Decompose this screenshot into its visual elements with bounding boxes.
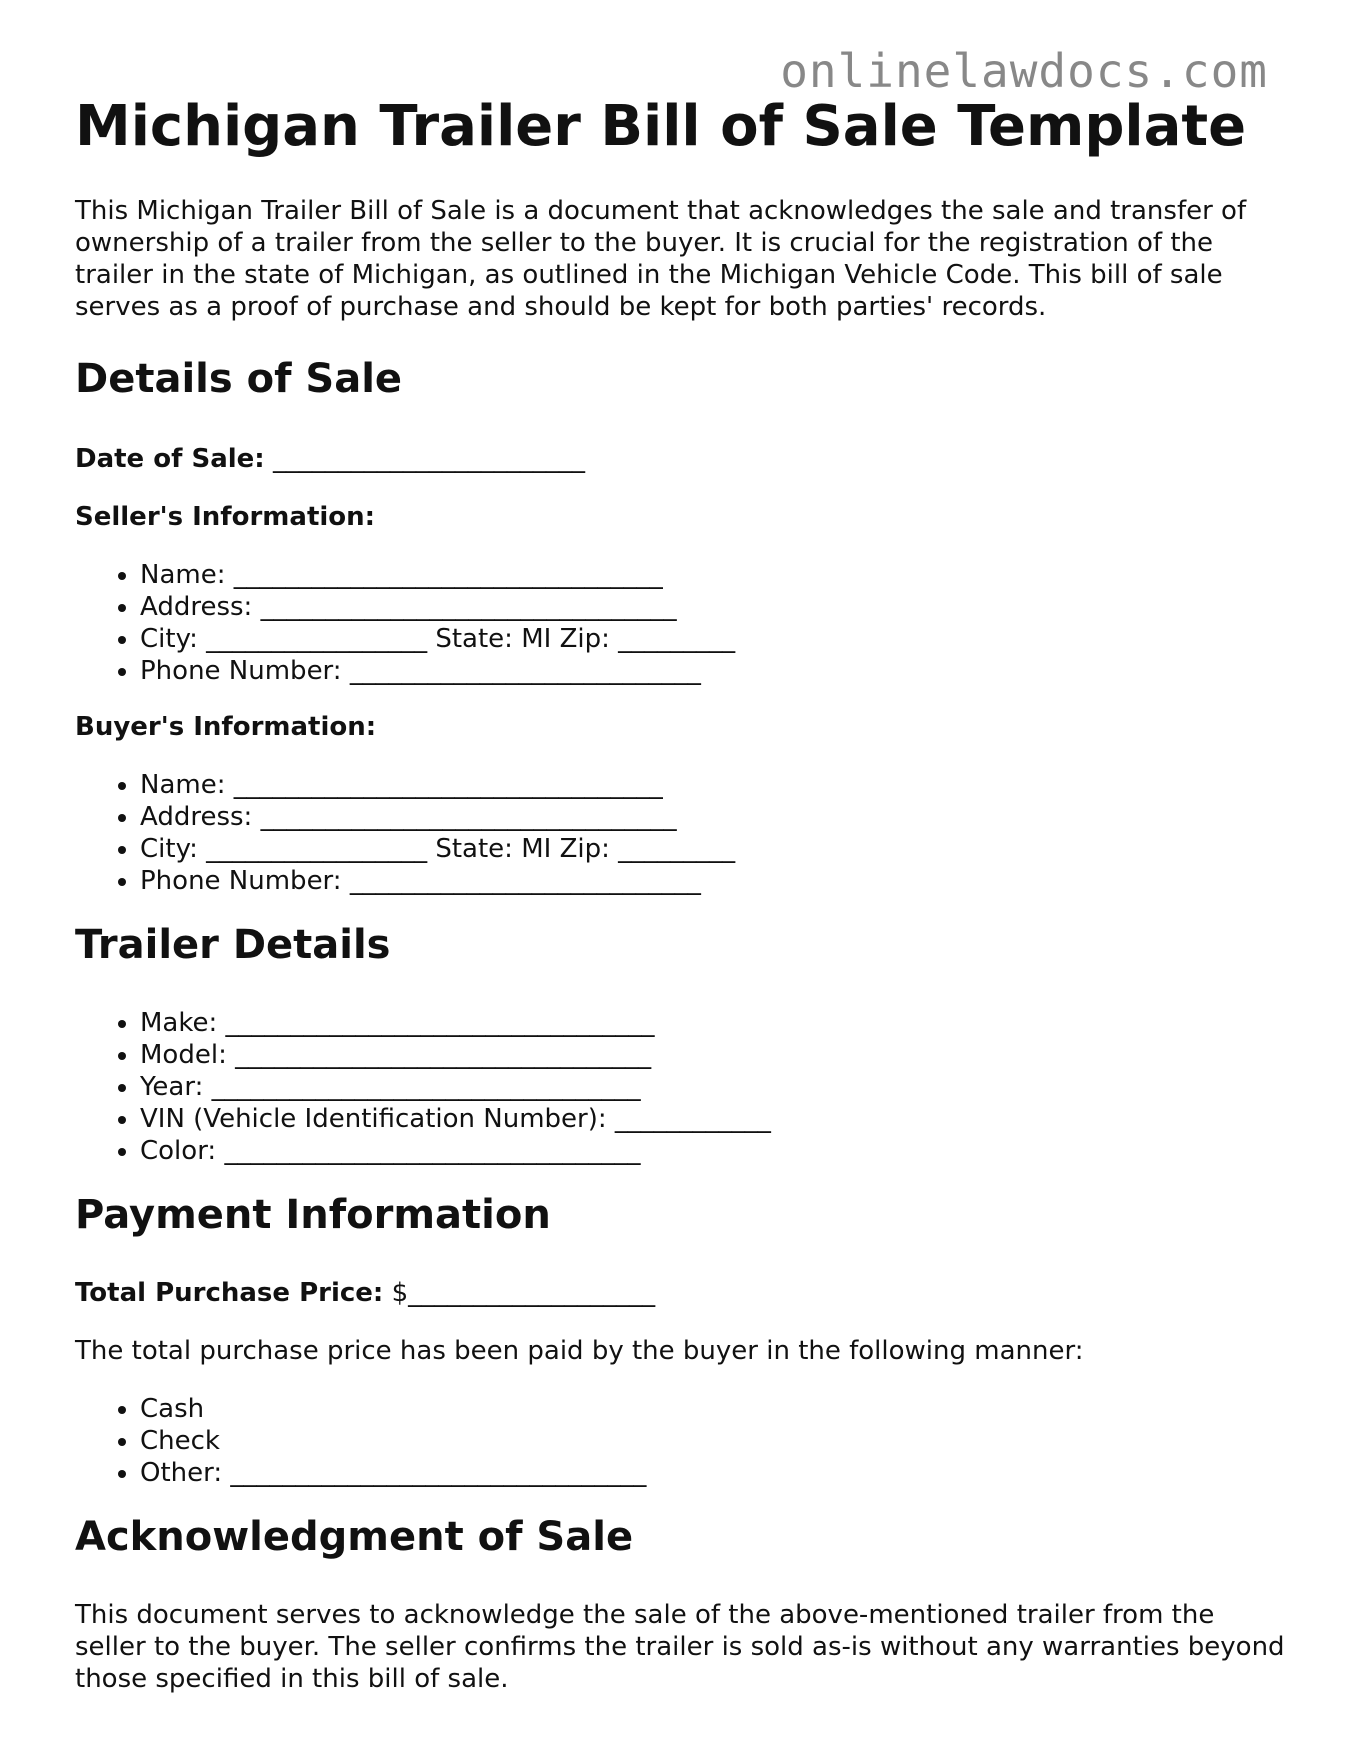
payment-method-other: • Other: ________________________________ xyxy=(140,1457,1285,1489)
total-price-label: Total Purchase Price: xyxy=(75,1278,384,1309)
trailer-vin-field: • VIN (Vehicle Identification Number): ____________ xyxy=(140,1103,1285,1135)
acknowledgment-heading: Acknowledgment of Sale xyxy=(75,1514,634,1561)
trailer-make-field: • Make: _________________________________ xyxy=(140,1007,1285,1039)
total-price-field xyxy=(75,1277,1285,1309)
date-of-sale-field xyxy=(75,443,1285,475)
payment-method-check: • Check xyxy=(140,1425,1285,1457)
trailer-year-field: • Year: _________________________________ xyxy=(140,1071,1285,1103)
total-price-blank: $___________________ xyxy=(383,1278,656,1309)
buyer-city-state-zip-field: • City: _________________ State: MI Zip: _________ xyxy=(140,833,1285,865)
acknowledgment-text: This document serves to acknowledge the sale of the above-mentioned trailer from the seller to the buyer. The seller confirms the trailer is sold as-is without any warranties beyond those specified in this bill of sale. xyxy=(75,1600,1285,1695)
seller-info-heading: Seller's Information: xyxy=(75,502,376,533)
buyer-fields-list xyxy=(75,769,1285,897)
trailer-details-heading: Trailer Details xyxy=(75,922,391,969)
seller-phone-field: • Phone Number: ___________________________ xyxy=(140,655,1285,687)
trailer-color-field: • Color: ________________________________ xyxy=(140,1135,1285,1167)
seller-name-field: • Name: _________________________________ xyxy=(140,559,1285,591)
seller-city-state-zip-field: • City: _________________ State: MI Zip: _________ xyxy=(140,623,1285,655)
payment-method-cash: • Cash xyxy=(140,1393,1285,1425)
payment-methods-list xyxy=(75,1393,1285,1489)
seller-address-field: • Address: ________________________________ xyxy=(140,591,1285,623)
details-of-sale-heading: Details of Sale xyxy=(75,356,403,403)
intro-paragraph: This Michigan Trailer Bill of Sale is a document that acknowledges the sale and transfer of ownership of a trailer from the seller to the buyer. It is crucial for the registration of the trailer in the state of Michigan, as outlined in the Michigan Vehicle Code. This bill of sale serves as a proof of purchase and should be kept for both parties' records. xyxy=(75,196,1247,323)
page-title: Michigan Trailer Bill of Sale Template xyxy=(75,94,1247,159)
seller-fields-list xyxy=(75,559,1285,687)
buyer-info-heading: Buyer's Information: xyxy=(75,712,377,743)
buyer-phone-field: • Phone Number: ___________________________ xyxy=(140,865,1285,897)
payment-statement: The total purchase price has been paid by the buyer in the following manner: xyxy=(75,1336,1084,1367)
buyer-name-field: • Name: _________________________________ xyxy=(140,769,1285,801)
document-page xyxy=(75,95,1285,1695)
date-of-sale-label: Date of Sale: xyxy=(75,444,265,475)
trailer-fields-list xyxy=(75,1007,1285,1167)
watermark: onlinelawdocs.com xyxy=(780,44,1268,98)
trailer-model-field: • Model: ________________________________ xyxy=(140,1039,1285,1071)
date-of-sale-blank: ________________________ xyxy=(264,444,585,475)
buyer-address-field: • Address: ________________________________ xyxy=(140,801,1285,833)
payment-information-heading: Payment Information xyxy=(75,1192,551,1239)
